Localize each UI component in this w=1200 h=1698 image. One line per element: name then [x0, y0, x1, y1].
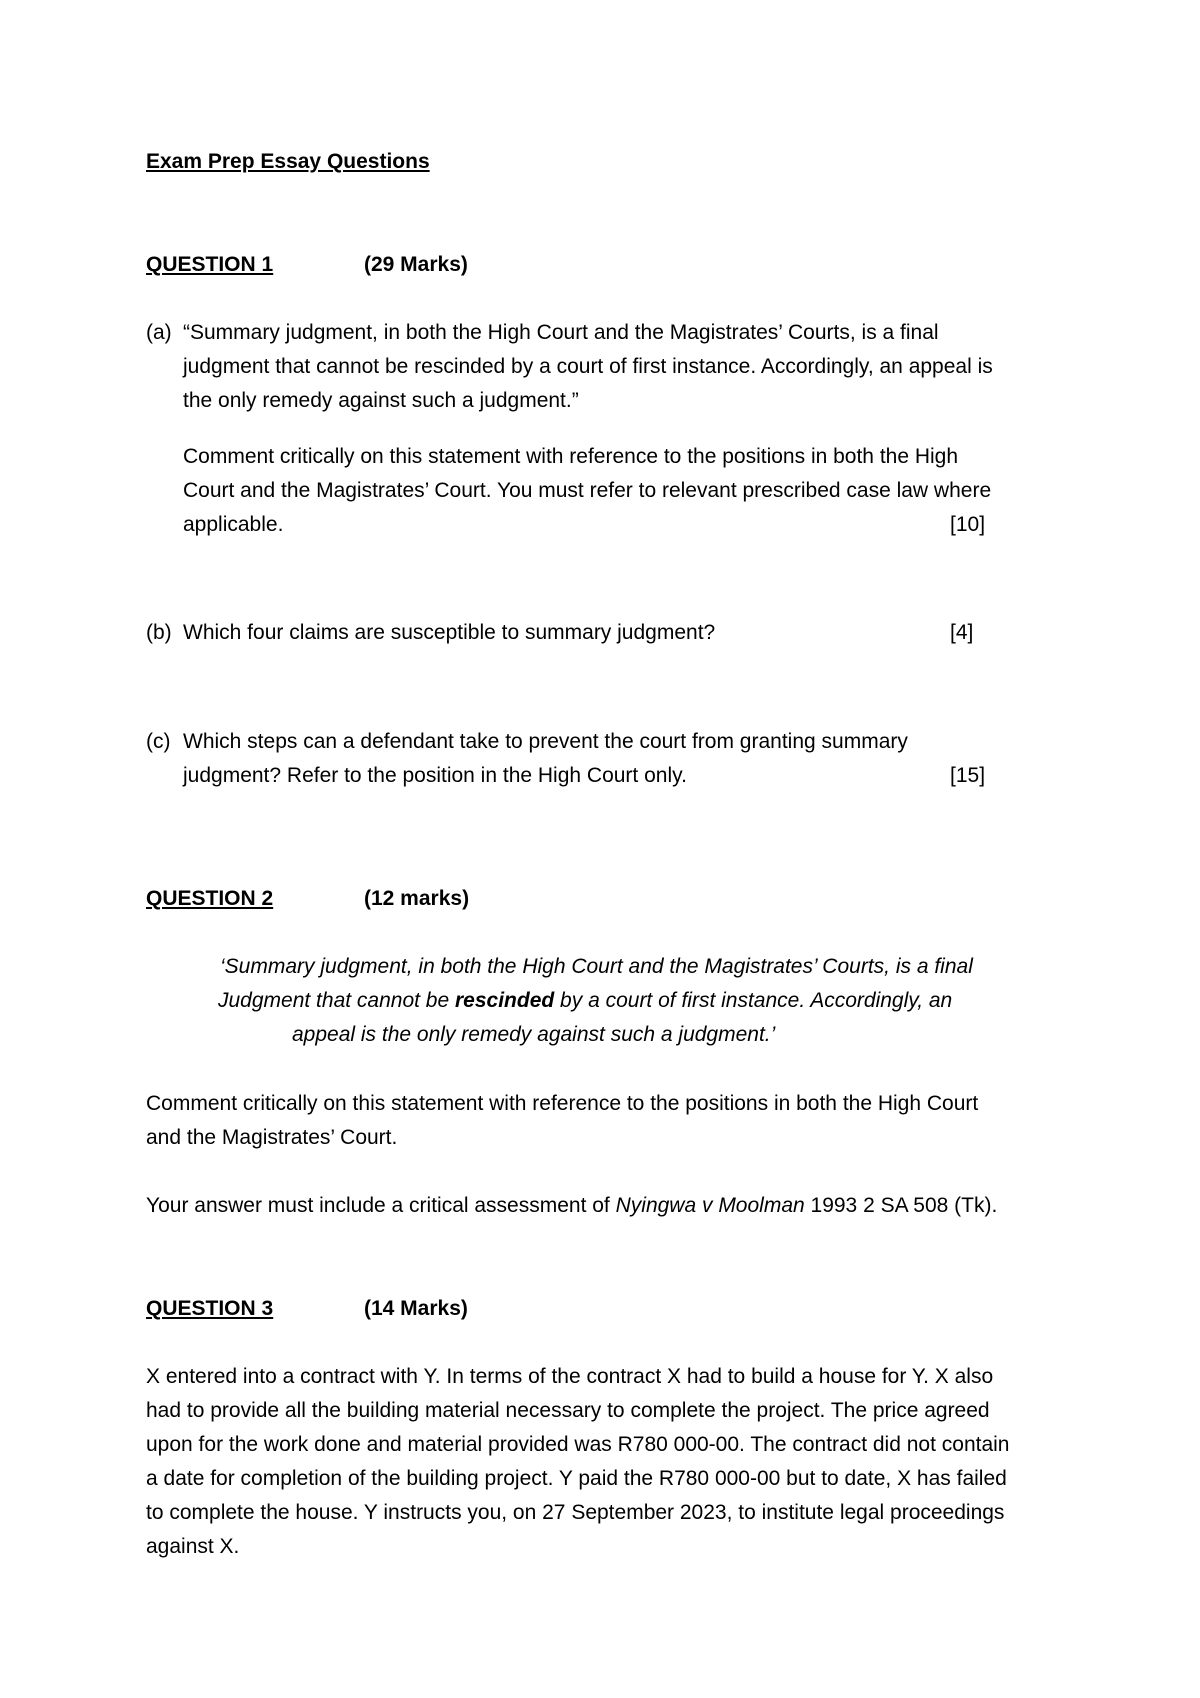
q3-text-line-3: upon for the work done and material provided was R780 000-00. The contract did not contain — [146, 1433, 1010, 1456]
q2-quote-line-3: appeal is the only remedy against such a judgment.’ — [292, 1023, 776, 1046]
q1a-instruction-line-2: Court and the Magistrates’ Court. You must refer to relevant prescribed case law where — [183, 479, 992, 502]
question-2-marks: (12 marks) — [364, 887, 470, 910]
page-title: Exam Prep Essay Questions — [146, 150, 430, 173]
question-2-heading: QUESTION 2 — [146, 887, 274, 910]
q3-text-line-5: to complete the house. Y instructs you, on 27 September 2023, to institute legal proceedings — [146, 1501, 1005, 1524]
question-1-heading: QUESTION 1 — [146, 253, 274, 276]
question-1-marks: (29 Marks) — [364, 253, 468, 276]
q2-case-prefix: Your answer must include a critical assessment of — [146, 1194, 616, 1217]
q2-quote-emphasis: rescinded — [455, 989, 555, 1012]
question-3-marks: (14 Marks) — [364, 1297, 468, 1320]
q2-case-requirement — [146, 1189, 997, 1223]
q1c-text-line-2: judgment? Refer to the position in the High Court only. — [183, 764, 687, 787]
q2-instruction-line-2: and the Magistrates’ Court. — [146, 1126, 398, 1149]
q1c-text-line-1: Which steps can a defendant take to prevent the court from granting summary — [183, 730, 908, 753]
q2-instruction-line-1: Comment critically on this statement with reference to the positions in both the High Court — [146, 1092, 979, 1115]
q1a-quote-line-3: the only remedy against such a judgment.” — [183, 389, 579, 412]
q3-text-line-2: had to provide all the building material necessary to complete the project. The price agreed — [146, 1399, 990, 1422]
question-3-heading: QUESTION 3 — [146, 1297, 274, 1320]
q2-case-citation: 1993 2 SA 508 (Tk). — [804, 1194, 998, 1217]
q2-quote-line-2 — [218, 984, 952, 1018]
q1a-label: (a) — [146, 321, 172, 344]
q2-quote-line-1: ‘Summary judgment, in both the High Court and the Magistrates’ Courts, is a final — [220, 955, 973, 978]
q1a-quote-line-1: “Summary judgment, in both the High Court and the Magistrates’ Courts, is a final — [183, 321, 939, 344]
q3-text-line-4: a date for completion of the building project. Y paid the R780 000-00 but to date, X has failed — [146, 1467, 1007, 1490]
q3-text-line-6: against X. — [146, 1535, 240, 1558]
q1b-label: (b) — [146, 621, 172, 644]
q1b-marks: [4] — [950, 621, 974, 644]
q1c-label: (c) — [146, 730, 171, 753]
q1a-quote-line-2: judgment that cannot be rescinded by a court of first instance. Accordingly, an appeal is — [183, 355, 993, 378]
q1b-text: Which four claims are susceptible to summary judgment? — [183, 621, 716, 644]
q2-case-name: Nyingwa v Moolman — [615, 1194, 805, 1217]
q2-quote-line-2-end: by a court of first instance. Accordingly, an — [554, 989, 953, 1012]
q1a-marks: [10] — [950, 513, 986, 536]
q1a-instruction-line-3: applicable. — [183, 513, 284, 536]
q2-quote-line-2-start: Judgment that cannot be — [218, 989, 455, 1012]
q1a-instruction-line-1: Comment critically on this statement with reference to the positions in both the High — [183, 445, 959, 468]
q1c-marks: [15] — [950, 764, 986, 787]
q3-text-line-1: X entered into a contract with Y. In terms of the contract X had to build a house for Y. X also — [146, 1365, 994, 1388]
